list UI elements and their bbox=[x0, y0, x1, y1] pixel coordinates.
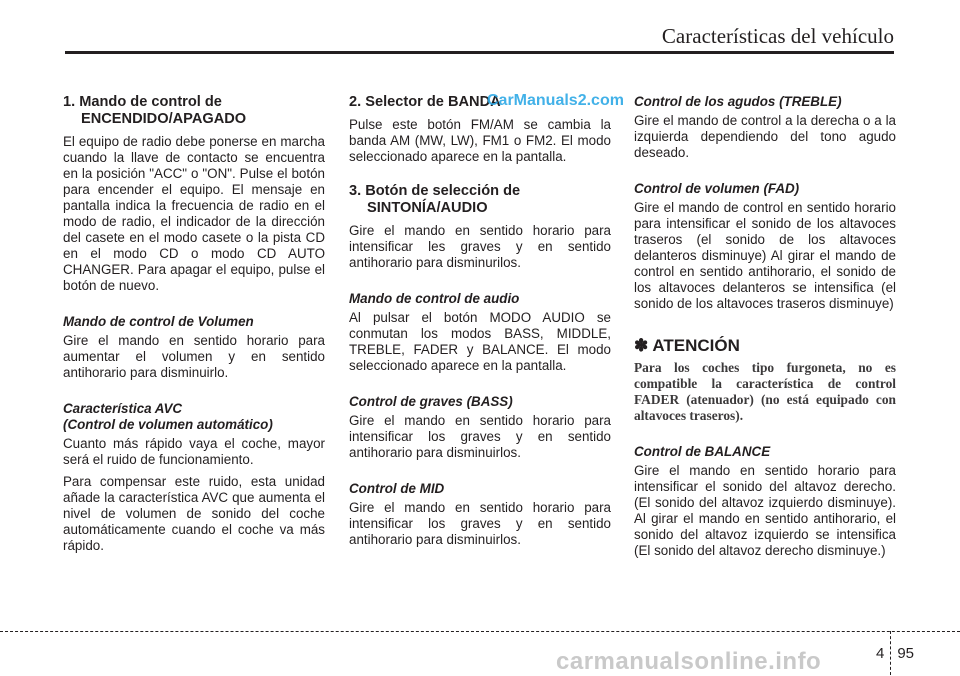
paragraph: Pulse este botón FM/AM se cambia la banda AM (MW, LW), FM1 o FM2. El modo seleccionado aparece en la pantalla. bbox=[349, 117, 611, 164]
heading-tune-audio bbox=[349, 183, 611, 217]
subheading-volume: Mando de control de Volumen bbox=[63, 314, 254, 329]
paragraph: Cuanto más rápido vaya el coche, mayor será el ruido de funcionamiento. bbox=[63, 436, 325, 467]
paragraph: Para compensar este ruido, esta unidad añade la característica AVC que aumenta el nivel de volumen de sonido del coche automáticamente cuando el coche va más rápido. bbox=[63, 474, 325, 553]
asterisk-icon: ✽ bbox=[634, 336, 649, 355]
watermark-logo: CarManuals2.com bbox=[487, 92, 624, 109]
page-number bbox=[876, 631, 914, 675]
chapter-number: 4 bbox=[875, 644, 885, 662]
footer-brand-watermark: carmanualsonline.info bbox=[556, 648, 822, 675]
section-title: Características del vehículo bbox=[661, 24, 894, 48]
footer-divider bbox=[0, 631, 960, 632]
subheading-avc bbox=[63, 401, 325, 433]
heading-line: (Control de volumen automático) bbox=[63, 417, 273, 432]
subheading-fader: Control de volumen (FAD) bbox=[634, 181, 800, 196]
column-2 bbox=[349, 90, 611, 554]
heading-line: ENCENDIDO/APAGADO bbox=[81, 111, 247, 127]
subheading-balance: Control de BALANCE bbox=[634, 444, 771, 459]
attention-text: Para los coches tipo furgoneta, no es compatible la característica de control FADER (atenuador) (no está equipado con altavoces traseros). bbox=[634, 360, 896, 423]
paragraph: Gire el mando en sentido horario para intensificar el sonido del altavoz derecho. (El sonido del altavoz izquierdo disminuye). Al girar el mando en sentido antihorario, el sonido del altavoz izquierdo se intensifica (El sonido del altavoz derecho disminuye.) bbox=[634, 463, 896, 558]
heading-line: 1. Mando de control de bbox=[63, 94, 222, 110]
heading-line: SINTONÍA/AUDIO bbox=[367, 200, 488, 216]
page-number-value: 95 bbox=[897, 644, 914, 662]
heading-line: Característica AVC bbox=[63, 401, 183, 416]
heading-line: 3. Botón de selección de bbox=[349, 183, 521, 199]
paragraph: El equipo de radio debe ponerse en marcha cuando la llave de contacto se encuentra en la posición "ACC" o "ON". Pulse el botón para encender el equipo. El mensaje en pantalla indica la frecuencia de radio en el modo de radio, el indicador de la dirección del casete en el modo casete o la pista CD en el modo CD o modo CD AUTO CHANGER. Para apagar el equipo, pulse el botón de nuevo. bbox=[63, 134, 325, 293]
paragraph: Gire el mando de control en sentido horario para intensificar el sonido de los altavoces traseros (el sonido de los altavoces delanteros disminuye) Al girar el mando de control en sentido antihorario, el sonido de los altavoces delanteros se intensifica (el sonido de los altavoces traseros disminuye) bbox=[634, 200, 896, 311]
heading-power-control bbox=[63, 94, 325, 128]
subheading-treble: Control de los agudos (TREBLE) bbox=[634, 94, 842, 109]
attention-heading bbox=[634, 338, 896, 354]
paragraph: Al pulsar el botón MODO AUDIO se conmutan los modos BASS, MIDDLE, TREBLE, FADER y BALANCE. El modo seleccionado aparece en la pantalla. bbox=[349, 310, 611, 373]
paragraph: Gire el mando en sentido horario para intensificar les graves y en sentido antihorario para disminurilos. bbox=[349, 223, 611, 270]
paragraph: Gire el mando de control a la derecha o a la izquierda dependiendo del tono agudo deseado. bbox=[634, 113, 896, 160]
subheading-audio-control: Mando de control de audio bbox=[349, 291, 520, 306]
heading-band-selector: 2. Selector de BANDA bbox=[349, 94, 501, 110]
subheading-mid: Control de MID bbox=[349, 481, 445, 496]
paragraph: Gire el mando en sentido horario para intensificar los graves y en sentido antihorario para disminuirlos. bbox=[349, 500, 611, 547]
column-1 bbox=[63, 90, 325, 560]
paragraph: Gire el mando en sentido horario para aumentar el volumen y en sentido antihorario para disminuirlo. bbox=[63, 333, 325, 380]
subheading-bass: Control de graves (BASS) bbox=[349, 394, 513, 409]
page-number-divider bbox=[890, 631, 891, 675]
column-3 bbox=[634, 90, 896, 565]
paragraph: Gire el mando en sentido horario para intensificar los graves y en sentido antihorario para disminuirlos. bbox=[349, 413, 611, 460]
header-divider bbox=[65, 51, 894, 54]
attention-title: ATENCIÓN bbox=[652, 336, 740, 355]
